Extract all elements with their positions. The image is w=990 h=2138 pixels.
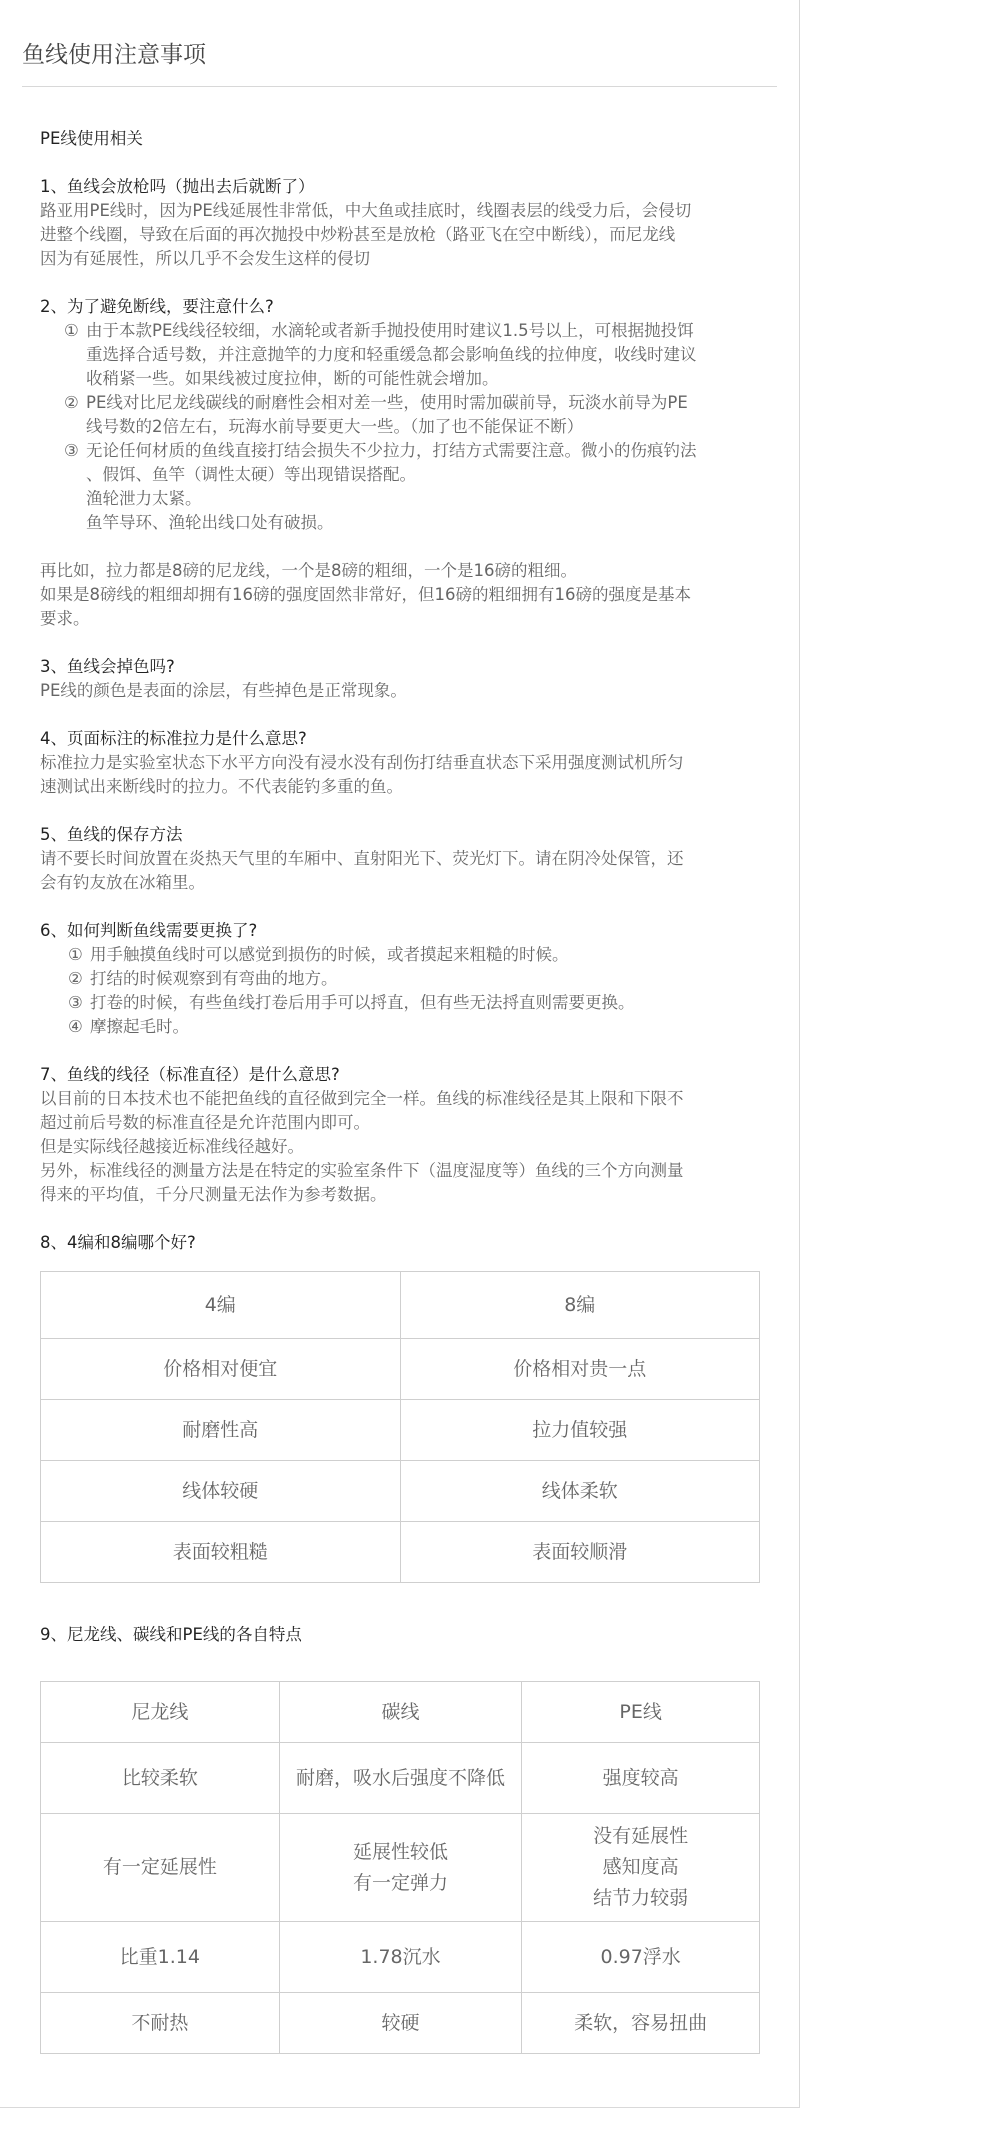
section-heading: PE线使用相关 — [40, 129, 143, 148]
table-cell: 有一定延展性 — [41, 1814, 280, 1922]
table-cell: 耐磨，吸水后强度不降低 — [279, 1743, 522, 1814]
q4-line: 速测试出来断线时的拉力。不代表能钓多重的鱼。 — [40, 777, 403, 796]
q1-line: 因为有延展性，所以几乎不会发生这样的侵切 — [40, 249, 370, 268]
q2-heading: 2、为了避免断线，要注意什么? — [40, 297, 274, 316]
line-type-comparison-table — [40, 1681, 760, 2054]
q7-line: 但是实际线径越接近标准线径越好。 — [40, 1137, 304, 1156]
page-title: 鱼线使用注意事项 — [22, 42, 206, 68]
q3-line: PE线的颜色是表面的涂层，有些掉色是正常现象。 — [40, 681, 407, 700]
table-cell: 表面较粗糙 — [41, 1522, 401, 1583]
table-row — [41, 1814, 760, 1922]
item-number: ② — [64, 393, 79, 412]
q3-heading: 3、鱼线会掉色吗? — [40, 657, 175, 676]
q5-line: 请不要长时间放置在炎热天气里的车厢中、直射阳光下、荧光灯下。请在阴冷处保管，还 — [40, 849, 684, 868]
table-cell: 碳线 — [279, 1682, 522, 1743]
item-line: 无论任何材质的鱼线直接打结会损失不少拉力，打结方式需要注意。微小的伤痕钓法 — [86, 441, 697, 460]
q1-line: 路亚用PE线时，因为PE线延展性非常低，中大鱼或挂底时，线圈表层的线受力后，会侵切 — [40, 201, 692, 220]
table-cell: 线体较硬 — [41, 1461, 401, 1522]
table-cell: 延展性较低 有一定弹力 — [279, 1814, 522, 1922]
list-item — [40, 391, 770, 439]
q9-heading: 9、尼龙线、碳线和PE线的各自特点 — [40, 1625, 302, 1644]
item-line: PE线对比尼龙线碳线的耐磨性会相对差一些，使用时需加碳前导，玩淡水前导为PE — [86, 393, 688, 412]
braid-comparison-table — [40, 1271, 760, 1583]
item-number: ① — [68, 945, 83, 964]
table-cell: 价格相对便宜 — [41, 1339, 401, 1400]
item-text: 摩擦起毛时。 — [90, 1017, 189, 1036]
q6-heading: 6、如何判断鱼线需要更换了? — [40, 921, 258, 940]
table-row — [41, 1400, 760, 1461]
q7-line: 得来的平均值，千分尺测量无法作为参考数据。 — [40, 1185, 387, 1204]
list-item — [40, 991, 770, 1015]
list-item — [40, 1015, 770, 1039]
q5-heading: 5、鱼线的保存方法 — [40, 825, 183, 844]
q7-heading: 7、鱼线的线径（标准直径）是什么意思? — [40, 1065, 340, 1084]
table-cell: 耐磨性高 — [41, 1400, 401, 1461]
q8-heading: 8、4编和8编哪个好? — [40, 1233, 196, 1252]
table-cell: 强度较高 — [522, 1743, 760, 1814]
list-item — [40, 439, 770, 535]
item-line: 渔轮泄力太紧。 — [86, 489, 202, 508]
table-cell: 0.97浮水 — [522, 1922, 760, 1993]
q4-heading: 4、页面标注的标准拉力是什么意思? — [40, 729, 307, 748]
table-cell: 尼龙线 — [41, 1682, 280, 1743]
q7-line: 另外，标准线径的测量方法是在特定的实验室条件下（温度湿度等）鱼线的三个方向测量 — [40, 1161, 684, 1180]
table-cell: 线体柔软 — [400, 1461, 760, 1522]
item-number: ③ — [64, 441, 79, 460]
table-cell: 比重1.14 — [41, 1922, 280, 1993]
q2-after-line: 再比如，拉力都是8磅的尼龙线，一个是8磅的粗细，一个是16磅的粗细。 — [40, 561, 577, 580]
q2-list — [40, 319, 770, 535]
table-row — [41, 1993, 760, 2054]
item-number: ② — [68, 969, 83, 988]
q1-line: 进整个线圈，导致在后面的再次抛投中炒粉甚至是放枪（路亚飞在空中断线），而尼龙线 — [40, 225, 676, 244]
q7-line: 超过前后号数的标准直径是允许范围内即可。 — [40, 1113, 370, 1132]
table-cell: 比较柔软 — [41, 1743, 280, 1814]
list-item — [40, 967, 770, 991]
item-number: ③ — [68, 993, 83, 1012]
table-cell: 没有延展性 感知度高 结节力较弱 — [522, 1814, 760, 1922]
table-cell: 8编 — [400, 1272, 760, 1339]
q2-after-line: 要求。 — [40, 609, 90, 628]
table-row — [41, 1339, 760, 1400]
table-cell: PE线 — [522, 1682, 760, 1743]
item-number: ④ — [68, 1017, 83, 1036]
item-line: 由于本款PE线线径较细，水滴轮或者新手抛投使用时建议1.5号以上，可根据抛投饵 — [86, 321, 694, 340]
item-number: ① — [64, 321, 79, 340]
table-row — [41, 1743, 760, 1814]
q6-list — [40, 943, 770, 1039]
table-cell: 不耐热 — [41, 1993, 280, 2054]
item-line: 收稍紧一些。如果线被过度拉伸，断的可能性就会增加。 — [86, 369, 499, 388]
table-row — [41, 1522, 760, 1583]
table-cell: 1.78沉水 — [279, 1922, 522, 1993]
table-row — [41, 1272, 760, 1339]
table-cell: 柔软，容易扭曲 — [522, 1993, 760, 2054]
item-line: 鱼竿导环、渔轮出线口处有破损。 — [86, 513, 334, 532]
item-line: 、假饵、鱼竿（调性太硬）等出现错误搭配。 — [86, 465, 416, 484]
item-text: 打结的时候观察到有弯曲的地方。 — [90, 969, 338, 988]
table-cell: 表面较顺滑 — [400, 1522, 760, 1583]
q1-heading: 1、鱼线会放枪吗（抛出去后就断了） — [40, 177, 315, 196]
list-item — [40, 319, 770, 391]
table-cell: 4编 — [41, 1272, 401, 1339]
item-text: 打卷的时候，有些鱼线打卷后用手可以捋直，但有些无法捋直则需要更换。 — [90, 993, 635, 1012]
item-line: 线号数的2倍左右，玩海水前导要更大一些。（加了也不能保证不断） — [86, 417, 584, 436]
table-row — [41, 1461, 760, 1522]
table-row — [41, 1922, 760, 1993]
q7-line: 以目前的日本技术也不能把鱼线的直径做到完全一样。鱼线的标准线径是其上限和下限不 — [40, 1089, 684, 1108]
table-cell: 价格相对贵一点 — [400, 1339, 760, 1400]
list-item — [40, 943, 770, 967]
item-text: 用手触摸鱼线时可以感觉到损伤的时候，或者摸起来粗糙的时候。 — [90, 945, 569, 964]
title-divider — [22, 86, 777, 87]
q5-line: 会有钓友放在冰箱里。 — [40, 873, 205, 892]
table-row — [41, 1682, 760, 1743]
table-cell: 拉力值较强 — [400, 1400, 760, 1461]
q2-after-line: 如果是8磅线的粗细却拥有16磅的强度固然非常好，但16磅的粗细拥有16磅的强度是基本 — [40, 585, 691, 604]
q4-line: 标准拉力是实验室状态下水平方向没有浸水没有刮伤打结垂直状态下采用强度测试机所匀 — [40, 753, 684, 772]
article-content — [40, 127, 770, 2054]
table-cell: 较硬 — [279, 1993, 522, 2054]
item-line: 重选择合适号数，并注意抛竿的力度和轻重缓急都会影响鱼线的拉伸度，收线时建议 — [86, 345, 697, 364]
